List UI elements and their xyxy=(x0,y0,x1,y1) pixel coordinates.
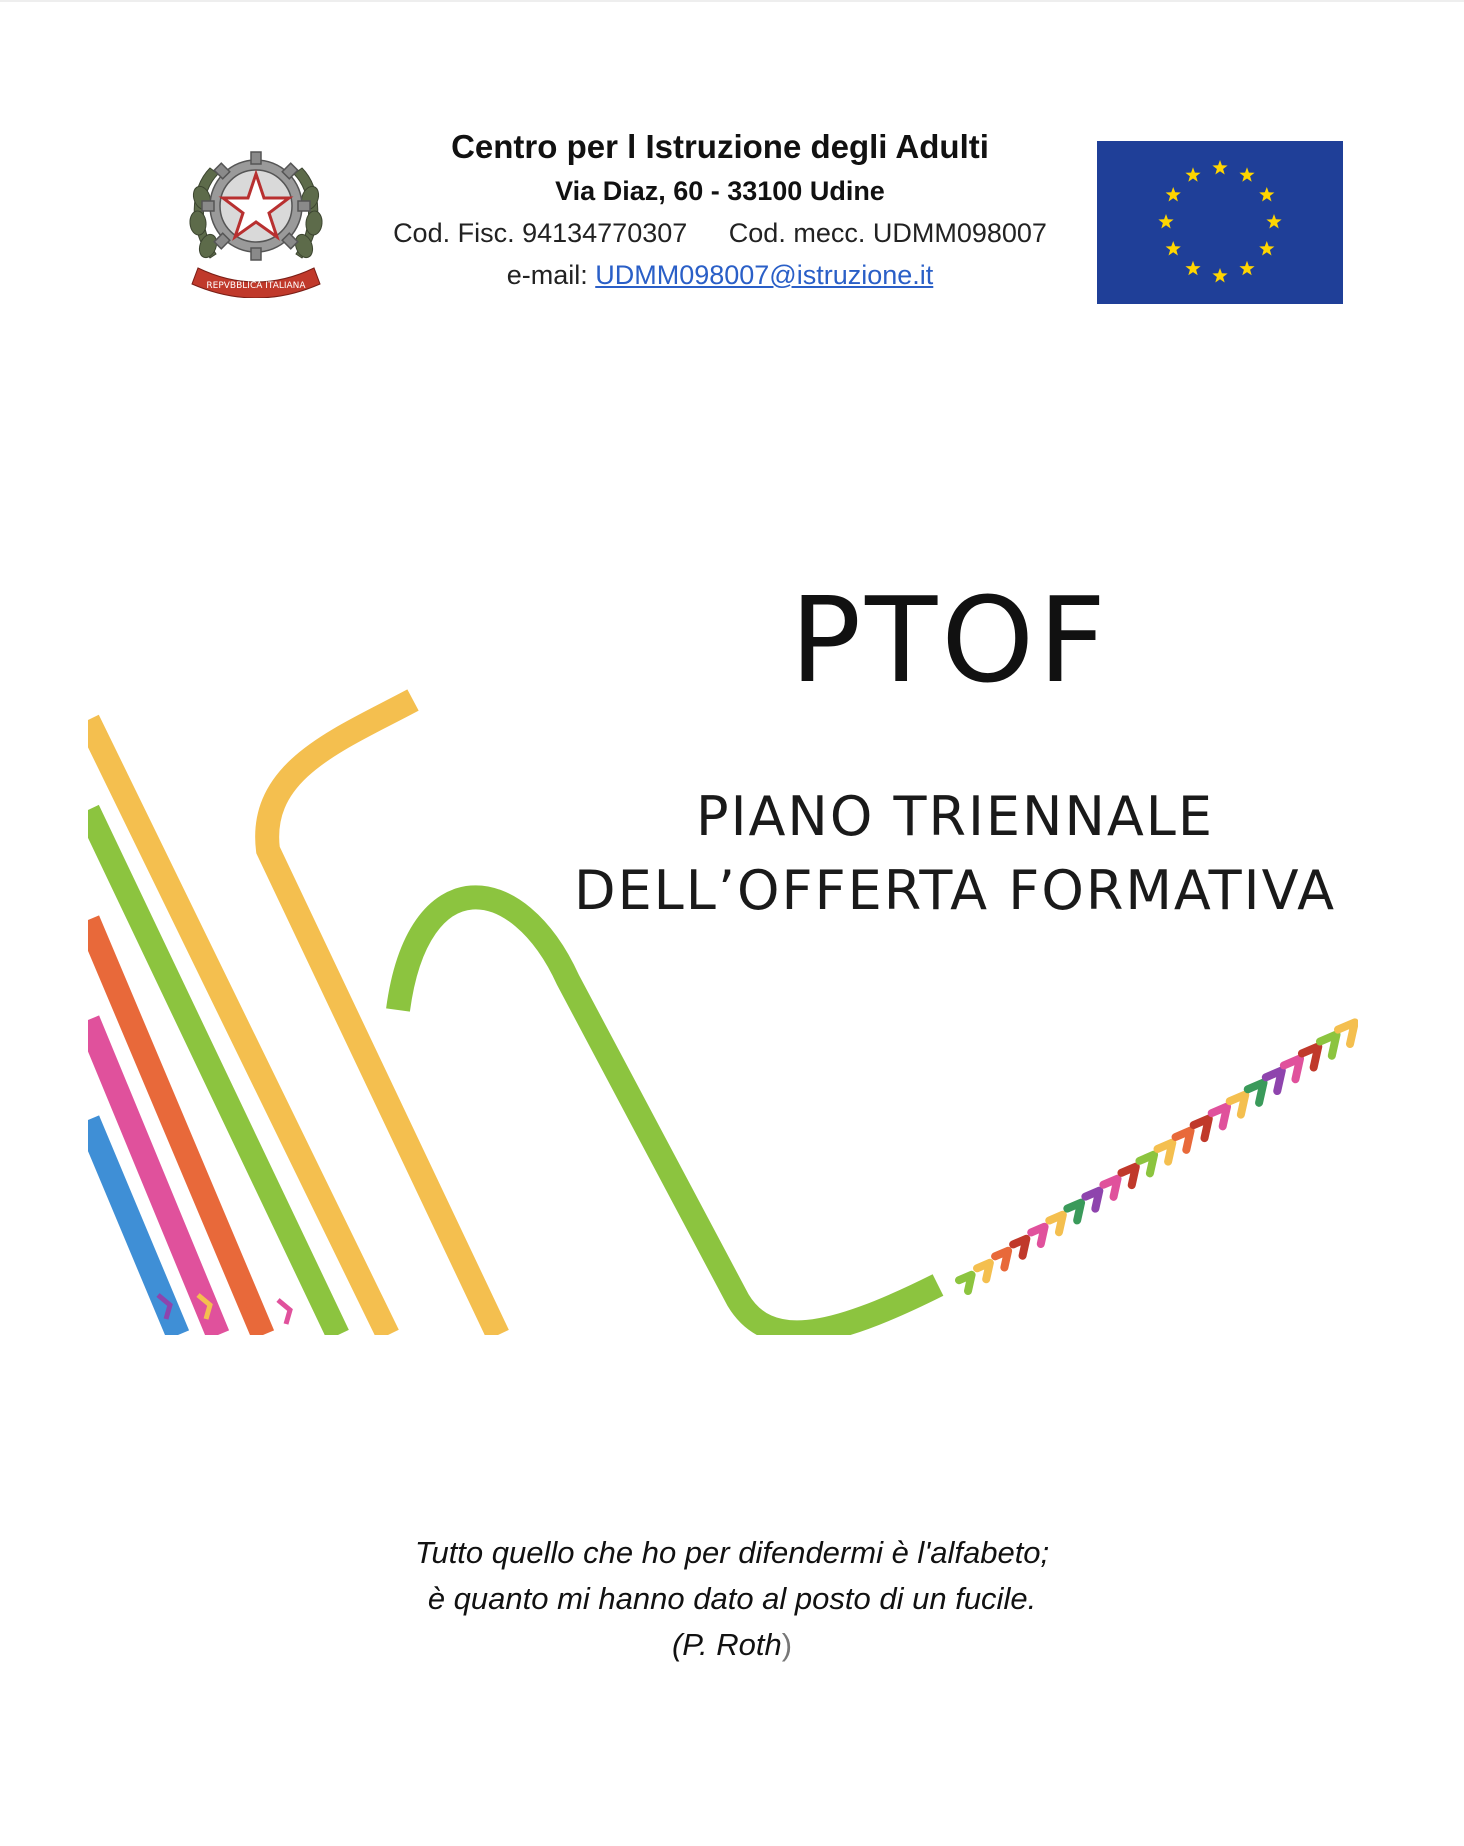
chevron-arrow-icon xyxy=(1176,1131,1191,1150)
chevron-arrow-icon xyxy=(1212,1107,1227,1127)
chevron-arrow-icon xyxy=(1103,1179,1117,1197)
chevron-arrow-icon xyxy=(1248,1082,1264,1102)
quote xyxy=(300,1530,1164,1668)
institution-header xyxy=(340,124,1100,296)
institution-codes xyxy=(340,212,1100,254)
chevron-arrow-icon xyxy=(1158,1143,1173,1162)
chevron-arrow-icon xyxy=(1194,1119,1209,1139)
cover-subtitle-line2: DELL’OFFERTA FORMATIVA xyxy=(573,859,1337,922)
chevron-arrow-icon xyxy=(1320,1034,1337,1055)
quote-line2: è quanto mi hanno dato al posto di un fucile. xyxy=(427,1581,1037,1616)
italian-republic-emblem xyxy=(180,128,332,298)
chevron-arrow-icon xyxy=(1067,1203,1081,1221)
email-link[interactable]: UDMM098007@istruzione.it xyxy=(595,260,934,290)
email-line xyxy=(340,254,1100,296)
quote-line1: Tutto quello che ho per difendermi è l'alfabeto; xyxy=(414,1535,1050,1570)
quote-closing-paren: ) xyxy=(781,1627,793,1662)
chevron-arrow-icon xyxy=(1031,1227,1044,1244)
institution-address: Via Diaz, 60 - 33100 Udine xyxy=(555,176,885,206)
svg-text:REPVBBLICA ITALIANA: REPVBBLICA ITALIANA xyxy=(206,281,306,291)
fiscal-code: Cod. Fisc. 94134770307 xyxy=(393,218,688,248)
chevron-arrow-icon xyxy=(959,1275,972,1291)
chevron-arrow-icon xyxy=(1338,1022,1355,1044)
chevron-arrow-icon xyxy=(1121,1167,1135,1186)
chevron-arrow-icon xyxy=(1302,1046,1318,1067)
page-top-rule xyxy=(0,0,1464,2)
chevron-arrow-icon xyxy=(1049,1215,1063,1232)
cover-subtitle xyxy=(540,780,1370,928)
institution-name: Centro per l Istruzione degli Adulti xyxy=(451,128,989,165)
email-label: e-mail: xyxy=(506,260,588,290)
chevron-arrow-icon xyxy=(1139,1155,1154,1174)
quote-author-line xyxy=(300,1622,1164,1668)
chevron-arrow-icon xyxy=(1266,1070,1282,1091)
quote-author: (P. Roth xyxy=(671,1627,782,1662)
cover-subtitle-line1: PIANO TRIENNALE xyxy=(696,785,1214,848)
chevron-arrow-icon xyxy=(1013,1239,1026,1256)
eu-flag-icon xyxy=(1097,141,1343,304)
chevron-arrow-icon xyxy=(1085,1191,1099,1209)
chevron-arrow-icon xyxy=(1230,1095,1246,1115)
chevron-arrow-icon xyxy=(1284,1058,1300,1079)
mechanographic-code: Cod. mecc. UDMM098007 xyxy=(728,218,1047,248)
chevron-arrow-icon xyxy=(977,1263,990,1279)
chevron-arrow-icon xyxy=(995,1251,1008,1268)
cover-title: PTOF xyxy=(790,571,1110,709)
